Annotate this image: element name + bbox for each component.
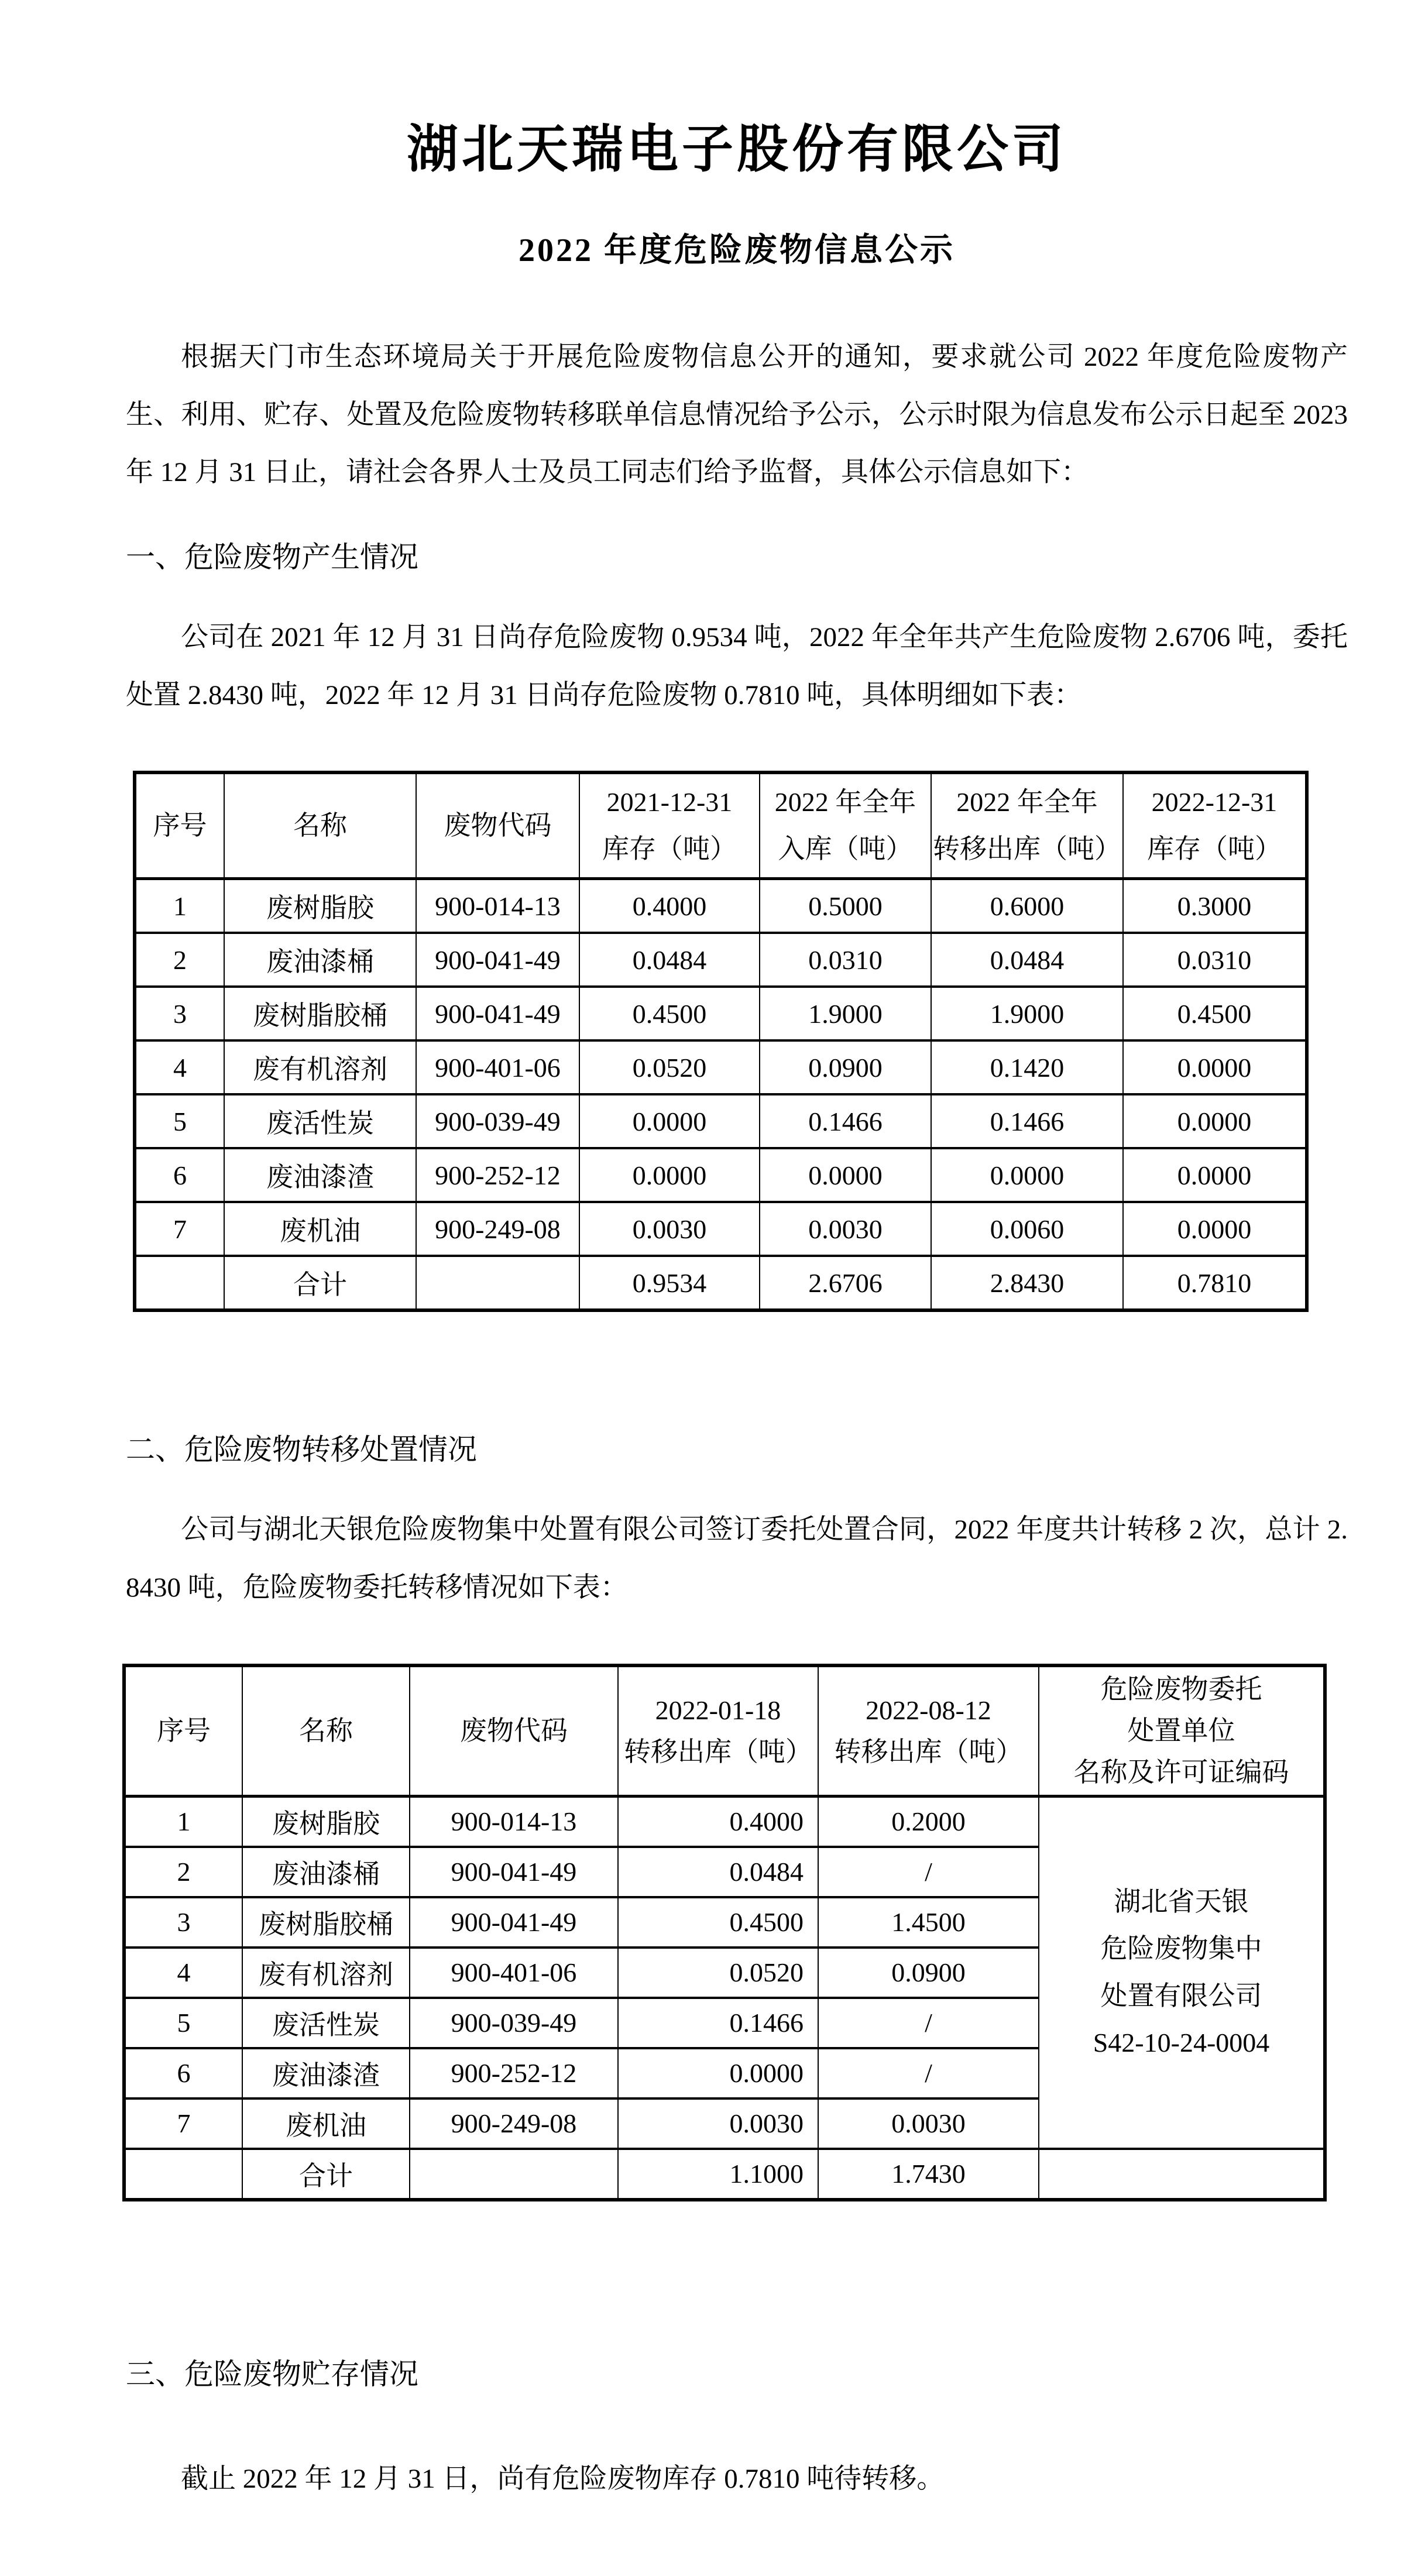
waste-code-cell: 900-041-49	[410, 1897, 618, 1948]
waste-code-cell: 900-249-08	[416, 1202, 579, 1256]
total-amount-cell	[410, 2149, 618, 2200]
waste-code-cell: 900-252-12	[410, 2048, 618, 2098]
table-row	[135, 1148, 1307, 1202]
table-header-cell	[1123, 772, 1307, 879]
company-line: 处置有限公司	[1100, 1980, 1262, 2011]
total-amount-cell	[416, 1256, 579, 1310]
row-index-cell: 3	[124, 1897, 242, 1948]
total-amount-cell: 1.7430	[818, 2149, 1039, 2200]
table-row	[135, 879, 1307, 933]
waste-name-cell: 废活性炭	[242, 1998, 410, 2048]
total-amount-cell	[1039, 2149, 1325, 2200]
table-header-cell	[818, 1665, 1039, 1797]
header-line: 废物代码	[460, 1716, 568, 1746]
header-line: 名称	[293, 810, 347, 841]
table-header-cell	[224, 772, 416, 879]
table-row	[135, 987, 1307, 1040]
header-line: 危险废物委托	[1100, 1674, 1262, 1704]
waste-code-cell: 900-401-06	[410, 1948, 618, 1998]
row-index-cell: 3	[135, 987, 224, 1040]
amount-cell: 0.0030	[618, 2098, 818, 2149]
waste-name-cell: 废机油	[242, 2098, 410, 2149]
amount-cell: 0.1420	[931, 1040, 1123, 1094]
amount-cell: 1.4500	[818, 1897, 1039, 1948]
intro-paragraph: 根据天门市生态环境局关于开展危险废物信息公开的通知，要求就公司 2022 年度危险废物产生、利用、贮存、处置及危险废物转移联单信息情况给予公示，公示时限为信息发布公示日起至 2023 年 12 月 31 日止，请社会各界人士及员工同志们给予监督，具体公示信息如下：	[126, 342, 1348, 488]
total-amount-cell	[135, 1256, 224, 1310]
amount-cell: 0.0310	[760, 933, 931, 987]
amount-cell: 0.4000	[618, 1796, 818, 1847]
amount-cell: /	[818, 1847, 1039, 1897]
document-subtitle: 2022 年度危险废物信息公示	[519, 232, 955, 269]
amount-cell: 0.4500	[579, 987, 760, 1040]
total-amount-cell: 0.9534	[579, 1256, 760, 1310]
header-line: 处置单位	[1127, 1716, 1235, 1746]
table-header-cell	[124, 1665, 242, 1797]
section1-paragraph: 公司在 2021 年 12 月 31 日尚存危险废物 0.9534 吨，2022 年全年共产生危险废物 2.6706 吨，委托处置 2.8430 吨，2022 年 12 月 31 日尚存危险废物 0.7810 吨，具体明细如下表：	[126, 622, 1348, 710]
amount-cell: 0.0000	[931, 1148, 1123, 1202]
waste-name-cell: 废油漆桶	[224, 933, 416, 987]
amount-cell: /	[818, 2048, 1039, 2098]
header-line: 名称	[299, 1716, 353, 1746]
amount-cell: 0.0000	[1123, 1148, 1307, 1202]
amount-cell: 0.0000	[1123, 1040, 1307, 1094]
company-line: S42-10-24-0004	[1093, 2028, 1270, 2058]
waste-name-cell: 废有机溶剂	[242, 1948, 410, 1998]
header-line: 转移出库（吨）	[834, 1736, 1023, 1767]
table-row	[124, 1796, 1325, 1847]
row-index-cell: 6	[124, 2048, 242, 2098]
total-row	[135, 1256, 1307, 1310]
waste-name-cell: 废树脂胶桶	[224, 987, 416, 1040]
waste-code-cell: 900-401-06	[416, 1040, 579, 1094]
amount-cell: 0.0520	[618, 1948, 818, 1998]
table-header-cell	[931, 772, 1123, 879]
amount-cell: 0.0000	[1123, 1094, 1307, 1148]
header-line: 2021-12-31	[606, 787, 733, 818]
amount-cell: 0.0484	[579, 933, 760, 987]
amount-cell: 0.0000	[618, 2048, 818, 2098]
amount-cell: 0.3000	[1123, 879, 1307, 933]
amount-cell: 0.4000	[579, 879, 760, 933]
amount-cell: 0.0484	[931, 933, 1123, 987]
table-header-cell	[579, 772, 760, 879]
table-header-cell	[135, 772, 224, 879]
table-header-cell	[416, 772, 579, 879]
waste-code-cell: 900-041-49	[410, 1847, 618, 1897]
disposal-company-cell	[1039, 1796, 1325, 2149]
amount-cell: 0.0310	[1123, 933, 1307, 987]
header-line: 2022 年全年	[956, 787, 1098, 818]
header-line: 2022-12-31	[1151, 787, 1278, 818]
table-header-row	[135, 772, 1307, 879]
row-index-cell: 2	[135, 933, 224, 987]
header-line: 名称及许可证编码	[1073, 1757, 1289, 1788]
table-row	[135, 1040, 1307, 1094]
table-header-cell	[618, 1665, 818, 1797]
section2-paragraph: 公司与湖北天银危险废物集中处置有限公司签订委托处置合同，2022 年度共计转移 2 次，总计 2.8430 吨，危险废物委托转移情况如下表：	[126, 1514, 1348, 1603]
header-line: 库存（吨）	[602, 834, 737, 864]
amount-cell: 0.1466	[618, 1998, 818, 2048]
amount-cell: 1.9000	[931, 987, 1123, 1040]
waste-name-cell: 废树脂胶桶	[242, 1897, 410, 1948]
header-line: 2022-08-12	[866, 1695, 991, 1725]
waste-production-table	[133, 771, 1309, 1312]
row-index-cell: 4	[124, 1948, 242, 1998]
section1-heading: 一、危险废物产生情况	[126, 541, 418, 574]
table-row	[135, 1094, 1307, 1148]
amount-cell: 0.2000	[818, 1796, 1039, 1847]
waste-name-cell: 废活性炭	[224, 1094, 416, 1148]
waste-code-cell: 900-041-49	[416, 987, 579, 1040]
amount-cell: 0.0900	[818, 1948, 1039, 1998]
table-row	[135, 1202, 1307, 1256]
row-index-cell: 5	[124, 1998, 242, 2048]
header-line: 序号	[157, 1716, 211, 1746]
waste-name-cell: 废油漆桶	[242, 1847, 410, 1897]
header-line: 转移出库（吨）	[624, 1736, 812, 1767]
amount-cell: 0.0000	[760, 1148, 931, 1202]
amount-cell: 0.0030	[818, 2098, 1039, 2149]
amount-cell: 0.0030	[579, 1202, 760, 1256]
company-line: 湖北省天银	[1114, 1886, 1249, 1916]
row-index-cell: 1	[135, 879, 224, 933]
row-index-cell: 5	[135, 1094, 224, 1148]
waste-name-cell: 废有机溶剂	[224, 1040, 416, 1094]
table-header-cell	[410, 1665, 618, 1797]
company-line: 危险废物集中	[1100, 1933, 1262, 1964]
table-header-cell	[760, 772, 931, 879]
waste-transfer-table	[122, 1664, 1327, 2201]
table-header-cell	[1039, 1665, 1325, 1797]
waste-name-cell: 废油漆渣	[242, 2048, 410, 2098]
table-header-row	[124, 1665, 1325, 1797]
amount-cell: 0.5000	[760, 879, 931, 933]
total-label-cell: 合计	[242, 2149, 410, 2200]
total-label-cell: 合计	[224, 1256, 416, 1310]
amount-cell: 0.1466	[760, 1094, 931, 1148]
section3-heading: 三、危险废物贮存情况	[126, 2357, 418, 2390]
row-index-cell: 7	[124, 2098, 242, 2149]
amount-cell: 0.0000	[1123, 1202, 1307, 1256]
total-row	[124, 2149, 1325, 2200]
amount-cell: 0.0000	[579, 1094, 760, 1148]
waste-code-cell: 900-039-49	[416, 1094, 579, 1148]
total-amount-cell	[124, 2149, 242, 2200]
amount-cell: 0.0060	[931, 1202, 1123, 1256]
table-header-cell	[242, 1665, 410, 1797]
waste-code-cell: 900-039-49	[410, 1998, 618, 2048]
amount-cell: 0.0900	[760, 1040, 931, 1094]
amount-cell: 0.1466	[931, 1094, 1123, 1148]
row-index-cell: 2	[124, 1847, 242, 1897]
row-index-cell: 1	[124, 1796, 242, 1847]
waste-name-cell: 废油漆渣	[224, 1148, 416, 1202]
row-index-cell: 7	[135, 1202, 224, 1256]
section3-paragraph: 截止 2022 年 12 月 31 日，尚有危险废物库存 0.7810 吨待转移。	[181, 2463, 945, 2494]
amount-cell: 0.0520	[579, 1040, 760, 1094]
waste-code-cell: 900-252-12	[416, 1148, 579, 1202]
waste-code-cell: 900-014-13	[410, 1796, 618, 1847]
amount-cell: 0.4500	[618, 1897, 818, 1948]
total-amount-cell: 2.8430	[931, 1256, 1123, 1310]
header-line: 废物代码	[444, 810, 552, 841]
waste-code-cell: 900-014-13	[416, 879, 579, 933]
header-line: 入库（吨）	[778, 834, 913, 864]
total-amount-cell: 2.6706	[760, 1256, 931, 1310]
waste-code-cell: 900-041-49	[416, 933, 579, 987]
header-line: 2022 年全年	[774, 787, 916, 818]
total-amount-cell: 1.1000	[618, 2149, 818, 2200]
waste-name-cell: 废树脂胶	[224, 879, 416, 933]
section2-heading: 二、危险废物转移处置情况	[126, 1433, 477, 1466]
waste-code-cell: 900-249-08	[410, 2098, 618, 2149]
header-line: 转移出库（吨）	[933, 834, 1121, 864]
amount-cell: /	[818, 1998, 1039, 2048]
header-line: 序号	[153, 810, 207, 841]
header-line: 库存（吨）	[1147, 834, 1282, 864]
header-line: 2022-01-18	[655, 1695, 781, 1725]
table-row	[135, 933, 1307, 987]
total-amount-cell: 0.7810	[1123, 1256, 1307, 1310]
row-index-cell: 6	[135, 1148, 224, 1202]
amount-cell: 0.4500	[1123, 987, 1307, 1040]
amount-cell: 0.0000	[579, 1148, 760, 1202]
amount-cell: 0.0484	[618, 1847, 818, 1897]
waste-name-cell: 废树脂胶	[242, 1796, 410, 1847]
amount-cell: 1.9000	[760, 987, 931, 1040]
company-title: 湖北天瑞电子股份有限公司	[406, 122, 1067, 178]
amount-cell: 0.0030	[760, 1202, 931, 1256]
amount-cell: 0.6000	[931, 879, 1123, 933]
waste-name-cell: 废机油	[224, 1202, 416, 1256]
row-index-cell: 4	[135, 1040, 224, 1094]
